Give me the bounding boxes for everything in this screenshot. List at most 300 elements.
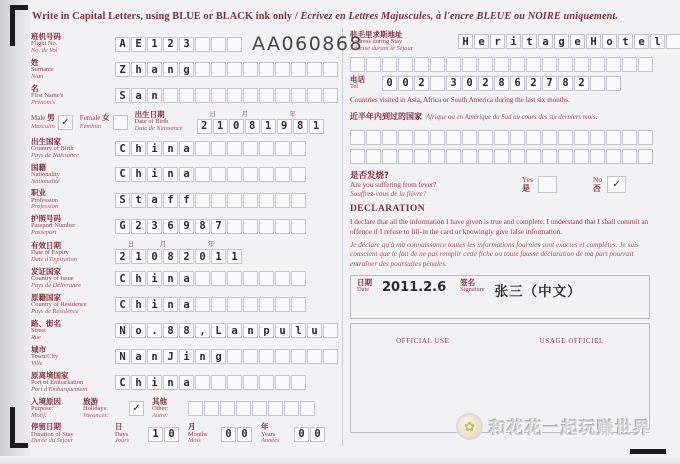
- char-cell[interactable]: 0: [462, 76, 477, 91]
- char-cell[interactable]: [558, 57, 573, 72]
- char-cell[interactable]: 2: [197, 119, 212, 134]
- char-cell[interactable]: [510, 149, 525, 164]
- char-cell[interactable]: [494, 149, 509, 164]
- char-cell[interactable]: [259, 271, 274, 286]
- char-cell[interactable]: h: [131, 271, 146, 286]
- char-cell[interactable]: [430, 57, 445, 72]
- char-cell[interactable]: r: [490, 34, 505, 49]
- char-cell[interactable]: [542, 57, 557, 72]
- char-cell[interactable]: [291, 62, 306, 77]
- char-cell[interactable]: 8: [179, 323, 194, 338]
- char-cell[interactable]: 2: [478, 76, 493, 91]
- char-cell[interactable]: [275, 141, 290, 156]
- char-cell[interactable]: 3: [179, 37, 194, 52]
- char-cell[interactable]: f: [179, 193, 194, 208]
- field-nationality: [31, 164, 342, 186]
- char-cell[interactable]: n: [163, 297, 178, 312]
- first-name-label-en: First Name's: [31, 92, 64, 99]
- country-of-residence-input[interactable]: [115, 297, 307, 312]
- char-cell[interactable]: [574, 57, 589, 72]
- char-cell[interactable]: [275, 62, 290, 77]
- passport-number-input[interactable]: [115, 219, 307, 234]
- char-cell[interactable]: [268, 401, 283, 416]
- char-cell[interactable]: [478, 57, 493, 72]
- char-cell[interactable]: [220, 401, 235, 416]
- char-cell[interactable]: a: [227, 323, 242, 338]
- char-cell[interactable]: [446, 130, 461, 145]
- char-cell[interactable]: [204, 401, 219, 416]
- char-cell[interactable]: [259, 167, 274, 182]
- char-cell[interactable]: [291, 219, 306, 234]
- char-cell[interactable]: a: [179, 375, 194, 390]
- char-cell[interactable]: [259, 219, 274, 234]
- char-cell[interactable]: [211, 62, 226, 77]
- char-cell[interactable]: [291, 271, 306, 286]
- char-cell[interactable]: [227, 297, 242, 312]
- char-cell[interactable]: 0: [294, 427, 309, 442]
- char-cell[interactable]: f: [163, 193, 178, 208]
- char-cell[interactable]: [259, 349, 274, 364]
- char-cell[interactable]: i: [147, 141, 162, 156]
- surname-input[interactable]: [115, 62, 339, 77]
- char-cell[interactable]: [382, 57, 397, 72]
- char-cell[interactable]: [188, 401, 203, 416]
- holidays-checkbox[interactable]: [129, 401, 144, 416]
- char-cell[interactable]: 8: [494, 76, 509, 91]
- char-cell[interactable]: [259, 375, 274, 390]
- char-cell[interactable]: 7: [542, 76, 557, 91]
- char-cell[interactable]: [414, 149, 429, 164]
- char-cell[interactable]: [195, 167, 210, 182]
- char-cell[interactable]: [259, 62, 274, 77]
- char-cell[interactable]: g: [554, 34, 569, 49]
- char-cell[interactable]: a: [179, 297, 194, 312]
- char-cell[interactable]: [622, 149, 637, 164]
- days-input[interactable]: [148, 427, 180, 442]
- char-cell[interactable]: i: [147, 167, 162, 182]
- char-cell[interactable]: [323, 323, 338, 338]
- date-of-expiry-input[interactable]: [115, 249, 243, 264]
- char-cell[interactable]: i: [147, 297, 162, 312]
- char-cell[interactable]: [638, 149, 653, 164]
- char-cell[interactable]: [211, 271, 226, 286]
- char-cell[interactable]: [350, 130, 365, 145]
- char-cell[interactable]: i: [147, 271, 162, 286]
- char-cell[interactable]: [606, 57, 621, 72]
- char-cell[interactable]: C: [115, 297, 130, 312]
- char-cell[interactable]: a: [179, 271, 194, 286]
- char-cell[interactable]: 2: [163, 37, 178, 52]
- char-cell[interactable]: [574, 149, 589, 164]
- char-cell[interactable]: [195, 37, 210, 52]
- char-cell[interactable]: 2: [574, 76, 589, 91]
- char-cell[interactable]: 0: [310, 427, 325, 442]
- char-cell[interactable]: 8: [245, 119, 260, 134]
- street-input[interactable]: [115, 323, 339, 338]
- char-cell[interactable]: [542, 130, 557, 145]
- char-cell[interactable]: C: [115, 167, 130, 182]
- char-cell[interactable]: n: [163, 141, 178, 156]
- char-cell[interactable]: a: [179, 167, 194, 182]
- char-cell[interactable]: [243, 167, 258, 182]
- char-cell[interactable]: e: [474, 34, 489, 49]
- char-cell[interactable]: [259, 141, 274, 156]
- char-cell[interactable]: [462, 149, 477, 164]
- char-cell[interactable]: [243, 193, 258, 208]
- male-checkbox[interactable]: [58, 115, 73, 130]
- char-cell[interactable]: [227, 37, 242, 52]
- char-cell[interactable]: [259, 193, 274, 208]
- char-cell[interactable]: 0: [398, 76, 413, 91]
- char-cell[interactable]: a: [538, 34, 553, 49]
- char-cell[interactable]: g: [179, 62, 194, 77]
- countries-visited-input-row2[interactable]: [350, 149, 678, 164]
- char-cell[interactable]: [275, 271, 290, 286]
- char-cell[interactable]: n: [163, 62, 178, 77]
- other-input[interactable]: [188, 401, 316, 416]
- char-cell[interactable]: [195, 297, 210, 312]
- char-cell[interactable]: [291, 297, 306, 312]
- char-cell[interactable]: [478, 130, 493, 145]
- char-cell[interactable]: [414, 57, 429, 72]
- char-cell[interactable]: [291, 88, 306, 103]
- char-cell[interactable]: [195, 193, 210, 208]
- char-cell[interactable]: [211, 297, 226, 312]
- char-cell[interactable]: [590, 76, 605, 91]
- char-cell[interactable]: [243, 271, 258, 286]
- char-cell[interactable]: [291, 349, 306, 364]
- char-cell[interactable]: [307, 62, 322, 77]
- char-cell[interactable]: [606, 149, 621, 164]
- char-cell[interactable]: [243, 88, 258, 103]
- char-cell[interactable]: [430, 76, 445, 91]
- char-cell[interactable]: 1: [211, 249, 226, 264]
- char-cell[interactable]: [275, 167, 290, 182]
- char-cell[interactable]: [398, 130, 413, 145]
- char-cell[interactable]: [323, 349, 338, 364]
- char-cell[interactable]: 1: [213, 119, 228, 134]
- char-cell[interactable]: [243, 62, 258, 77]
- char-cell[interactable]: [227, 219, 242, 234]
- char-cell[interactable]: 6: [163, 219, 178, 234]
- char-cell[interactable]: o: [131, 323, 146, 338]
- char-cell[interactable]: [252, 401, 267, 416]
- months-input[interactable]: [221, 427, 253, 442]
- town-city-input[interactable]: [115, 349, 339, 364]
- char-cell[interactable]: [275, 375, 290, 390]
- flight-no-input[interactable]: [115, 37, 243, 52]
- years-input[interactable]: [294, 427, 326, 442]
- char-cell[interactable]: [638, 57, 653, 72]
- char-cell[interactable]: n: [147, 349, 162, 364]
- char-cell[interactable]: [350, 57, 365, 72]
- char-cell[interactable]: 0: [221, 427, 236, 442]
- char-cell[interactable]: [227, 349, 242, 364]
- char-cell[interactable]: [163, 88, 178, 103]
- char-cell[interactable]: [606, 76, 621, 91]
- char-cell[interactable]: G: [115, 219, 130, 234]
- char-cell[interactable]: g: [211, 349, 226, 364]
- char-cell[interactable]: 0: [195, 249, 210, 264]
- char-cell[interactable]: [211, 193, 226, 208]
- char-cell[interactable]: [462, 57, 477, 72]
- char-cell[interactable]: n: [243, 323, 258, 338]
- char-cell[interactable]: 0: [147, 249, 162, 264]
- char-cell[interactable]: [195, 271, 210, 286]
- port-of-embarkation-input[interactable]: [115, 375, 307, 390]
- char-cell[interactable]: A: [115, 37, 130, 52]
- char-cell[interactable]: [366, 57, 381, 72]
- date-value[interactable]: 2011.2.6: [382, 279, 447, 295]
- char-cell[interactable]: 3: [147, 219, 162, 234]
- char-cell[interactable]: 8: [293, 119, 308, 134]
- char-cell[interactable]: i: [147, 375, 162, 390]
- char-cell[interactable]: [494, 57, 509, 72]
- char-cell[interactable]: H: [586, 34, 601, 49]
- char-cell[interactable]: [243, 375, 258, 390]
- char-cell[interactable]: [478, 149, 493, 164]
- first-name-input[interactable]: [115, 88, 339, 103]
- char-cell[interactable]: [300, 401, 315, 416]
- char-cell[interactable]: [574, 130, 589, 145]
- char-cell[interactable]: [638, 130, 653, 145]
- char-cell[interactable]: h: [131, 375, 146, 390]
- char-cell[interactable]: [284, 401, 299, 416]
- char-cell[interactable]: i: [506, 34, 521, 49]
- char-cell[interactable]: [558, 130, 573, 145]
- char-cell[interactable]: N: [115, 323, 130, 338]
- char-cell[interactable]: [243, 349, 258, 364]
- address-input-row2[interactable]: [350, 57, 678, 72]
- char-cell[interactable]: [195, 62, 210, 77]
- char-cell[interactable]: [291, 167, 306, 182]
- char-cell[interactable]: 8: [163, 249, 178, 264]
- char-cell[interactable]: [211, 88, 226, 103]
- char-cell[interactable]: 1: [148, 427, 163, 442]
- char-cell[interactable]: 0: [229, 119, 244, 134]
- char-cell[interactable]: h: [131, 167, 146, 182]
- char-cell[interactable]: [446, 57, 461, 72]
- country-of-issue-input[interactable]: [115, 271, 307, 286]
- char-cell[interactable]: n: [163, 271, 178, 286]
- char-cell[interactable]: [227, 141, 242, 156]
- char-cell[interactable]: [526, 57, 541, 72]
- char-cell[interactable]: [526, 130, 541, 145]
- char-cell[interactable]: 2: [115, 249, 130, 264]
- char-cell[interactable]: [307, 349, 322, 364]
- char-cell[interactable]: h: [131, 141, 146, 156]
- char-cell[interactable]: [430, 130, 445, 145]
- char-cell[interactable]: 1: [147, 37, 162, 52]
- nationality-input[interactable]: [115, 167, 307, 182]
- char-cell[interactable]: [398, 149, 413, 164]
- char-cell[interactable]: [291, 193, 306, 208]
- char-cell[interactable]: i: [179, 349, 194, 364]
- char-cell[interactable]: [350, 149, 365, 164]
- char-cell[interactable]: C: [115, 141, 130, 156]
- char-cell[interactable]: [211, 167, 226, 182]
- char-cell[interactable]: [195, 375, 210, 390]
- char-cell[interactable]: [462, 130, 477, 145]
- char-cell[interactable]: [414, 130, 429, 145]
- char-cell[interactable]: [179, 88, 194, 103]
- char-cell[interactable]: e: [570, 34, 585, 49]
- char-cell[interactable]: [606, 130, 621, 145]
- fever-yes-checkbox[interactable]: [538, 176, 557, 193]
- countries-visited-input-row1[interactable]: [350, 130, 678, 145]
- char-cell[interactable]: .: [147, 323, 162, 338]
- tel-input[interactable]: [382, 76, 622, 91]
- char-cell[interactable]: [323, 62, 338, 77]
- char-cell[interactable]: a: [147, 193, 162, 208]
- char-cell[interactable]: C: [115, 375, 130, 390]
- char-cell[interactable]: [243, 297, 258, 312]
- char-cell[interactable]: [510, 130, 525, 145]
- char-cell[interactable]: l: [650, 34, 665, 49]
- char-cell[interactable]: [227, 193, 242, 208]
- char-cell[interactable]: [366, 130, 381, 145]
- char-cell[interactable]: L: [211, 323, 226, 338]
- country-of-birth-input[interactable]: [115, 141, 307, 156]
- char-cell[interactable]: a: [131, 349, 146, 364]
- char-cell[interactable]: 1: [261, 119, 276, 134]
- char-cell[interactable]: e: [634, 34, 649, 49]
- char-cell[interactable]: [211, 375, 226, 390]
- country-of-birth-label: [31, 138, 115, 160]
- char-cell[interactable]: [291, 375, 306, 390]
- char-cell[interactable]: 3: [446, 76, 461, 91]
- char-cell[interactable]: o: [602, 34, 617, 49]
- signature-label-zh: 签名: [460, 277, 476, 287]
- char-cell[interactable]: [510, 57, 525, 72]
- char-cell[interactable]: t: [131, 193, 146, 208]
- char-cell[interactable]: 8: [163, 323, 178, 338]
- char-cell[interactable]: 9: [179, 219, 194, 234]
- char-cell[interactable]: [275, 349, 290, 364]
- char-cell[interactable]: [542, 149, 557, 164]
- char-cell[interactable]: a: [147, 62, 162, 77]
- char-cell[interactable]: [622, 130, 637, 145]
- fever-no-checkbox[interactable]: [607, 176, 626, 193]
- char-cell[interactable]: [622, 57, 637, 72]
- char-cell[interactable]: [259, 88, 274, 103]
- char-cell[interactable]: [211, 141, 226, 156]
- char-cell[interactable]: [307, 88, 322, 103]
- char-cell[interactable]: [398, 57, 413, 72]
- char-cell[interactable]: [243, 219, 258, 234]
- char-cell[interactable]: 6: [510, 76, 525, 91]
- street-label-zh: 路、街名: [31, 318, 61, 328]
- char-cell[interactable]: [275, 297, 290, 312]
- date-signature-box: [350, 275, 650, 319]
- char-cell[interactable]: 0: [164, 427, 179, 442]
- char-cell[interactable]: S: [115, 88, 130, 103]
- char-cell[interactable]: 1: [227, 249, 242, 264]
- dob-input[interactable]: [197, 119, 325, 134]
- char-cell[interactable]: [243, 141, 258, 156]
- char-cell[interactable]: u: [275, 323, 290, 338]
- char-cell[interactable]: [323, 88, 338, 103]
- char-cell[interactable]: [259, 297, 274, 312]
- char-cell[interactable]: [558, 149, 573, 164]
- char-cell[interactable]: [227, 62, 242, 77]
- char-cell[interactable]: [291, 141, 306, 156]
- char-cell[interactable]: h: [131, 62, 146, 77]
- char-cell[interactable]: n: [147, 88, 162, 103]
- char-cell[interactable]: [227, 167, 242, 182]
- char-cell[interactable]: [195, 88, 210, 103]
- char-cell[interactable]: t: [618, 34, 633, 49]
- address-input-row1[interactable]: [458, 34, 680, 49]
- char-cell[interactable]: 0: [237, 427, 252, 442]
- char-cell[interactable]: 2: [526, 76, 541, 91]
- char-cell[interactable]: [275, 88, 290, 103]
- char-cell[interactable]: [227, 375, 242, 390]
- char-cell[interactable]: n: [163, 167, 178, 182]
- char-cell[interactable]: [590, 57, 605, 72]
- char-cell[interactable]: a: [131, 88, 146, 103]
- char-cell[interactable]: N: [115, 349, 130, 364]
- char-cell[interactable]: S: [115, 193, 130, 208]
- char-cell[interactable]: [666, 34, 680, 49]
- char-cell[interactable]: [195, 141, 210, 156]
- char-cell[interactable]: 2: [131, 219, 146, 234]
- char-cell[interactable]: 9: [277, 119, 292, 134]
- char-cell[interactable]: [494, 130, 509, 145]
- char-cell[interactable]: 2: [414, 76, 429, 91]
- char-cell[interactable]: H: [458, 34, 473, 49]
- char-cell[interactable]: J: [163, 349, 178, 364]
- char-cell[interactable]: [275, 193, 290, 208]
- char-cell[interactable]: [227, 271, 242, 286]
- char-cell[interactable]: [227, 88, 242, 103]
- signature-value[interactable]: 张三（中文）: [494, 283, 582, 300]
- female-checkbox[interactable]: [113, 115, 128, 130]
- char-cell[interactable]: 8: [195, 219, 210, 234]
- char-cell[interactable]: [236, 401, 251, 416]
- char-cell[interactable]: [526, 149, 541, 164]
- char-cell[interactable]: p: [259, 323, 274, 338]
- char-cell[interactable]: 1: [131, 249, 146, 264]
- char-cell[interactable]: Z: [115, 62, 130, 77]
- char-cell[interactable]: a: [179, 141, 194, 156]
- char-cell[interactable]: [382, 149, 397, 164]
- char-cell[interactable]: [366, 149, 381, 164]
- char-cell[interactable]: t: [522, 34, 537, 49]
- char-cell[interactable]: 0: [382, 76, 397, 91]
- char-cell[interactable]: E: [131, 37, 146, 52]
- profession-input[interactable]: [115, 193, 307, 208]
- char-cell[interactable]: l: [291, 323, 306, 338]
- char-cell[interactable]: 2: [179, 249, 194, 264]
- char-cell[interactable]: C: [115, 271, 130, 286]
- char-cell[interactable]: u: [307, 323, 322, 338]
- char-cell[interactable]: ,: [195, 323, 210, 338]
- char-cell[interactable]: n: [163, 375, 178, 390]
- char-cell[interactable]: [446, 149, 461, 164]
- char-cell[interactable]: h: [131, 297, 146, 312]
- char-cell[interactable]: [590, 130, 605, 145]
- char-cell[interactable]: [590, 149, 605, 164]
- char-cell[interactable]: [430, 149, 445, 164]
- char-cell[interactable]: [275, 219, 290, 234]
- char-cell[interactable]: 1: [309, 119, 324, 134]
- char-cell[interactable]: n: [195, 349, 210, 364]
- char-cell[interactable]: 8: [558, 76, 573, 91]
- char-cell[interactable]: 7: [211, 219, 226, 234]
- char-cell[interactable]: [211, 37, 226, 52]
- char-cell[interactable]: [382, 130, 397, 145]
